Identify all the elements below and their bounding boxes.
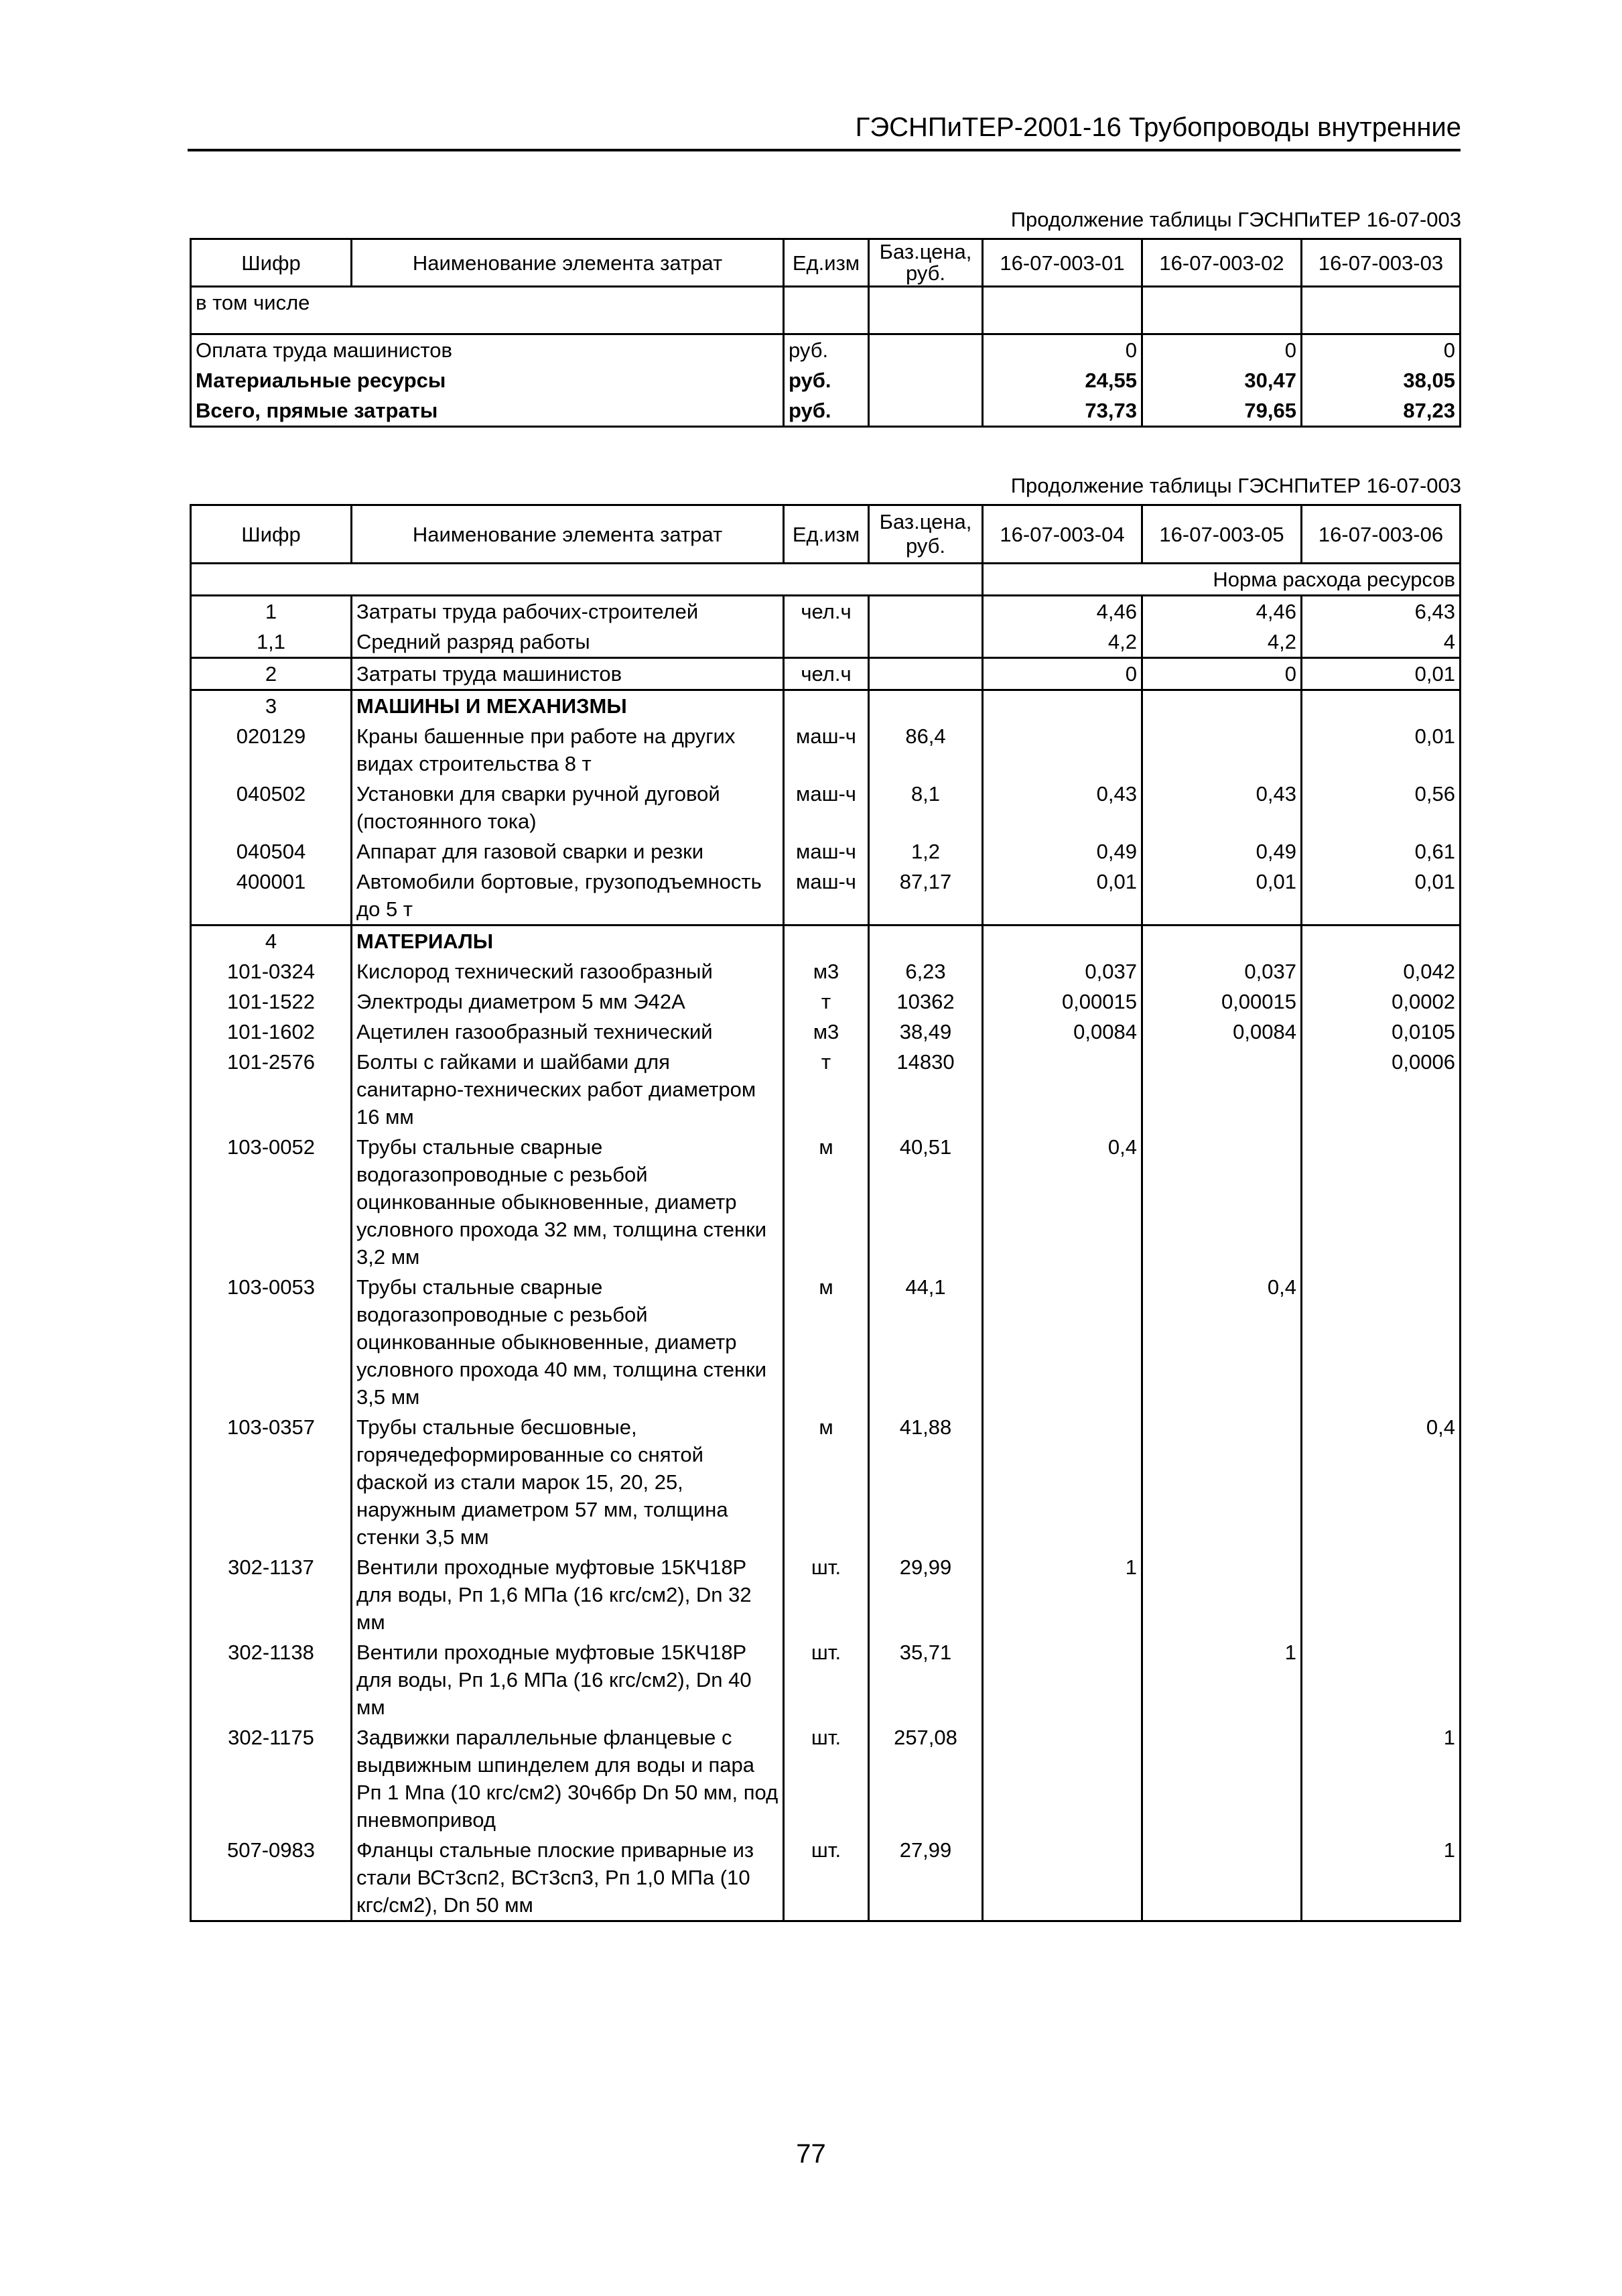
row-v3: 0 <box>1302 334 1461 366</box>
cell-v3: 1 <box>1302 1722 1461 1835</box>
cell-v3: 6,43 <box>1302 596 1461 627</box>
table1-subheader-row <box>191 287 1461 334</box>
table-row <box>191 1132 1461 1272</box>
cell-code: 1,1 <box>191 627 352 658</box>
cell-unit: чел.ч <box>784 658 869 690</box>
cell-unit: м <box>784 1272 869 1412</box>
header-rule <box>188 149 1461 151</box>
row-v3: 87,23 <box>1302 395 1461 427</box>
cell-code: 020129 <box>191 721 352 779</box>
cell-price: 41,88 <box>869 1412 983 1552</box>
cell-name: Фланцы стальные плоские приварные из стали ВСт3сп2, ВСт3сп3, Рп 1,0 МПа (10 кгс/см2), Dn 50 мм <box>352 1835 784 1921</box>
cell-price: 86,4 <box>869 721 983 779</box>
cell-code: 507-0983 <box>191 1835 352 1921</box>
cell-v2 <box>1142 1722 1302 1835</box>
cell-v2 <box>1142 1047 1302 1132</box>
cell-v1: 4,46 <box>983 596 1142 627</box>
cell-price <box>869 627 983 658</box>
cell-v2 <box>1142 1835 1302 1921</box>
row-v1: 24,55 <box>983 365 1142 395</box>
cell-price <box>869 596 983 627</box>
cell-v2: 0,01 <box>1142 867 1302 926</box>
cell-name: Трубы стальные сварные водогазопроводные с резьбой оцинкованные обыкновенные, диаметр условного прохода 40 мм, толщина стенки 3,5 мм <box>352 1272 784 1412</box>
col-v2: 16-07-003-05 <box>1142 505 1302 564</box>
cell-code: 040502 <box>191 779 352 836</box>
cell-v1: 0,49 <box>983 836 1142 867</box>
table-row <box>191 1017 1461 1047</box>
row-name: Оплата труда машинистов <box>191 334 784 366</box>
table-row <box>191 596 1461 627</box>
cell-v3 <box>1302 926 1461 957</box>
page-number: 77 <box>796 2139 826 2169</box>
cell-v1 <box>983 1272 1142 1412</box>
cell-v1: 0,037 <box>983 956 1142 986</box>
cell-v1 <box>983 721 1142 779</box>
cell-name: Болты с гайками и шайбами для санитарно-технических работ диаметром 16 мм <box>352 1047 784 1132</box>
table2-continuation: Продолжение таблицы ГЭСНПиТЕР 16-07-003 <box>1010 474 1461 497</box>
row-name: Всего, прямые затраты <box>191 395 784 427</box>
col-price: Баз.цена, руб. <box>869 239 983 287</box>
cell-unit: м <box>784 1132 869 1272</box>
cell-name: Автомобили бортовые, грузоподъемность до 5 т <box>352 867 784 926</box>
cell-code: 302-1137 <box>191 1552 352 1637</box>
cell-v2 <box>1142 721 1302 779</box>
row-unit: руб. <box>784 334 869 366</box>
cell-v3: 0,0006 <box>1302 1047 1461 1132</box>
cell-v3: 0,61 <box>1302 836 1461 867</box>
cell-price: 44,1 <box>869 1272 983 1412</box>
cell-v1: 0,00015 <box>983 986 1142 1017</box>
cell-price <box>869 658 983 690</box>
cell-code: 103-0052 <box>191 1132 352 1272</box>
cell-v2: 0,00015 <box>1142 986 1302 1017</box>
table-row <box>191 721 1461 779</box>
row-v2: 0 <box>1142 334 1302 366</box>
cell-v3 <box>1302 1637 1461 1722</box>
cell-code: 1 <box>191 596 352 627</box>
cell-name: Кислород технический газообразный <box>352 956 784 986</box>
col-name: Наименование элемента затрат <box>352 239 784 287</box>
cell-unit: шт. <box>784 1637 869 1722</box>
cell-v3 <box>1302 1552 1461 1637</box>
cell-code: 101-0324 <box>191 956 352 986</box>
table1 <box>190 238 1461 428</box>
table-row <box>191 779 1461 836</box>
cell-v2: 4,2 <box>1142 627 1302 658</box>
cell-v2: 0,037 <box>1142 956 1302 986</box>
cell-v2: 0 <box>1142 658 1302 690</box>
table-row <box>191 627 1461 658</box>
cell-name: Вентили проходные муфтовые 15КЧ18Р для воды, Рп 1,6 МПа (16 кгс/см2), Dn 32 мм <box>352 1552 784 1637</box>
table-row <box>191 690 1461 722</box>
col-code: Шифр <box>191 505 352 564</box>
cell-name: Трубы стальные сварные водогазопроводные с резьбой оцинкованные обыкновенные, диаметр условного прохода 32 мм, толщина стенки 3,2 мм <box>352 1132 784 1272</box>
norm-row <box>191 564 1461 596</box>
cell-v2 <box>1142 926 1302 957</box>
row-name: Материальные ресурсы <box>191 365 784 395</box>
cell-code: 4 <box>191 926 352 957</box>
cell-v1 <box>983 1412 1142 1552</box>
cell-v3 <box>1302 1272 1461 1412</box>
table-row <box>191 365 1461 395</box>
table-row <box>191 1272 1461 1412</box>
col-name: Наименование элемента затрат <box>352 505 784 564</box>
cell-v1: 4,2 <box>983 627 1142 658</box>
cell-code: 103-0357 <box>191 1412 352 1552</box>
row-unit: руб. <box>784 365 869 395</box>
cell-v2: 1 <box>1142 1637 1302 1722</box>
cell-code: 101-1602 <box>191 1017 352 1047</box>
table1-header-row <box>191 239 1461 287</box>
cell-unit: маш-ч <box>784 836 869 867</box>
col-v3: 16-07-003-06 <box>1302 505 1461 564</box>
cell-unit: маш-ч <box>784 867 869 926</box>
table-row <box>191 1722 1461 1835</box>
cell-price: 14830 <box>869 1047 983 1132</box>
cell-v2 <box>1142 1412 1302 1552</box>
cell-unit: шт. <box>784 1722 869 1835</box>
cell-unit: м <box>784 1412 869 1552</box>
cell-v3: 0,042 <box>1302 956 1461 986</box>
cell-v2: 0,43 <box>1142 779 1302 836</box>
table-row <box>191 836 1461 867</box>
cell-code: 101-1522 <box>191 986 352 1017</box>
cell-code: 3 <box>191 690 352 722</box>
cell-code: 2 <box>191 658 352 690</box>
row-v1: 73,73 <box>983 395 1142 427</box>
cell-v3: 0,01 <box>1302 721 1461 779</box>
cell-v1 <box>983 1637 1142 1722</box>
cell-price: 40,51 <box>869 1132 983 1272</box>
norm-label: Норма расхода ресурсов <box>983 564 1461 596</box>
cell-v1 <box>983 1722 1142 1835</box>
cell-v3: 0,56 <box>1302 779 1461 836</box>
table2-header-row <box>191 505 1461 564</box>
cell-v1 <box>983 1835 1142 1921</box>
cell-price <box>869 690 983 722</box>
cell-price: 27,99 <box>869 1835 983 1921</box>
cell-unit <box>784 926 869 957</box>
col-price: Баз.цена, руб. <box>869 505 983 564</box>
cell-v1: 0,43 <box>983 779 1142 836</box>
table-row <box>191 1552 1461 1637</box>
cell-name: МАТЕРИАЛЫ <box>352 926 784 957</box>
cell-name: Задвижки параллельные фланцевые с выдвижным шпинделем для воды и пара Рп 1 Мпа (10 кгс/см2) 30ч6бр Dn 50 мм, под пневмопривод <box>352 1722 784 1835</box>
row-unit: руб. <box>784 395 869 427</box>
col-v1: 16-07-003-01 <box>983 239 1142 287</box>
cell-unit: т <box>784 986 869 1017</box>
cell-v2: 0,0084 <box>1142 1017 1302 1047</box>
cell-code: 103-0053 <box>191 1272 352 1412</box>
cell-v1: 1 <box>983 1552 1142 1637</box>
cell-v3: 0,0002 <box>1302 986 1461 1017</box>
table-row <box>191 867 1461 926</box>
col-unit: Ед.изм <box>784 239 869 287</box>
cell-unit: чел.ч <box>784 596 869 627</box>
cell-name: Затраты труда рабочих-строителей <box>352 596 784 627</box>
cell-name: Аппарат для газовой сварки и резки <box>352 836 784 867</box>
cell-code: 302-1138 <box>191 1637 352 1722</box>
cell-price: 29,99 <box>869 1552 983 1637</box>
cell-name: Трубы стальные бесшовные, горячедеформированные со снятой фаской из стали марок 15, 20, 25, наружным диаметром 57 мм, толщина стенки 3,5 мм <box>352 1412 784 1552</box>
cell-name: Краны башенные при работе на других видах строительства 8 т <box>352 721 784 779</box>
cell-name: Вентили проходные муфтовые 15КЧ18Р для воды, Рп 1,6 МПа (16 кгс/см2), Dn 40 мм <box>352 1637 784 1722</box>
cell-price: 87,17 <box>869 867 983 926</box>
cell-v2: 4,46 <box>1142 596 1302 627</box>
cell-unit: шт. <box>784 1835 869 1921</box>
cell-v2: 0,4 <box>1142 1272 1302 1412</box>
cell-v1 <box>983 926 1142 957</box>
cell-name: Электроды диаметром 5 мм Э42А <box>352 986 784 1017</box>
col-v2: 16-07-003-02 <box>1142 239 1302 287</box>
cell-v2 <box>1142 1132 1302 1272</box>
table2 <box>190 504 1461 1922</box>
cell-code: 101-2576 <box>191 1047 352 1132</box>
cell-v3 <box>1302 1132 1461 1272</box>
cell-price: 6,23 <box>869 956 983 986</box>
col-v3: 16-07-003-03 <box>1302 239 1461 287</box>
table-row <box>191 1637 1461 1722</box>
cell-price: 35,71 <box>869 1637 983 1722</box>
cell-price: 8,1 <box>869 779 983 836</box>
cell-v3 <box>1302 690 1461 722</box>
cell-code: 040504 <box>191 836 352 867</box>
table-row <box>191 395 1461 427</box>
cell-name: МАШИНЫ И МЕХАНИЗМЫ <box>352 690 784 722</box>
cell-name: Установки для сварки ручной дуговой (постоянного тока) <box>352 779 784 836</box>
row-v2: 30,47 <box>1142 365 1302 395</box>
table-row <box>191 1047 1461 1132</box>
table-row <box>191 926 1461 957</box>
row-v1: 0 <box>983 334 1142 366</box>
subheader-label: в том числе <box>191 287 784 334</box>
cell-v3: 1 <box>1302 1835 1461 1921</box>
cell-unit: шт. <box>784 1552 869 1637</box>
cell-v1: 0 <box>983 658 1142 690</box>
page-header: ГЭСНПиТЕР-2001-16 Трубопроводы внутренние <box>855 113 1461 142</box>
cell-code: 302-1175 <box>191 1722 352 1835</box>
cell-name: Ацетилен газообразный технический <box>352 1017 784 1047</box>
col-unit: Ед.изм <box>784 505 869 564</box>
cell-code: 400001 <box>191 867 352 926</box>
cell-price <box>869 926 983 957</box>
cell-name: Средний разряд работы <box>352 627 784 658</box>
col-code: Шифр <box>191 239 352 287</box>
cell-unit <box>784 690 869 722</box>
cell-v3: 4 <box>1302 627 1461 658</box>
table-row <box>191 658 1461 690</box>
table-row <box>191 1412 1461 1552</box>
cell-v1: 0,01 <box>983 867 1142 926</box>
cell-v1: 0,4 <box>983 1132 1142 1272</box>
cell-v1 <box>983 690 1142 722</box>
cell-price: 1,2 <box>869 836 983 867</box>
cell-unit <box>784 627 869 658</box>
table-row <box>191 986 1461 1017</box>
cell-unit: м3 <box>784 1017 869 1047</box>
cell-unit: маш-ч <box>784 779 869 836</box>
cell-name: Затраты труда машинистов <box>352 658 784 690</box>
col-v1: 16-07-003-04 <box>983 505 1142 564</box>
cell-unit: м3 <box>784 956 869 986</box>
cell-v1: 0,0084 <box>983 1017 1142 1047</box>
cell-v2: 0,49 <box>1142 836 1302 867</box>
cell-v2 <box>1142 1552 1302 1637</box>
cell-v2 <box>1142 690 1302 722</box>
cell-v3: 0,4 <box>1302 1412 1461 1552</box>
row-v2: 79,65 <box>1142 395 1302 427</box>
table1-continuation: Продолжение таблицы ГЭСНПиТЕР 16-07-003 <box>1010 208 1461 231</box>
cell-v3: 0,0105 <box>1302 1017 1461 1047</box>
cell-v3: 0,01 <box>1302 658 1461 690</box>
table-row <box>191 334 1461 366</box>
cell-v1 <box>983 1047 1142 1132</box>
cell-v3: 0,01 <box>1302 867 1461 926</box>
cell-price: 38,49 <box>869 1017 983 1047</box>
table-row <box>191 1835 1461 1921</box>
row-v3: 38,05 <box>1302 365 1461 395</box>
cell-unit: маш-ч <box>784 721 869 779</box>
cell-price: 257,08 <box>869 1722 983 1835</box>
cell-unit: т <box>784 1047 869 1132</box>
table-row <box>191 956 1461 986</box>
cell-price: 10362 <box>869 986 983 1017</box>
